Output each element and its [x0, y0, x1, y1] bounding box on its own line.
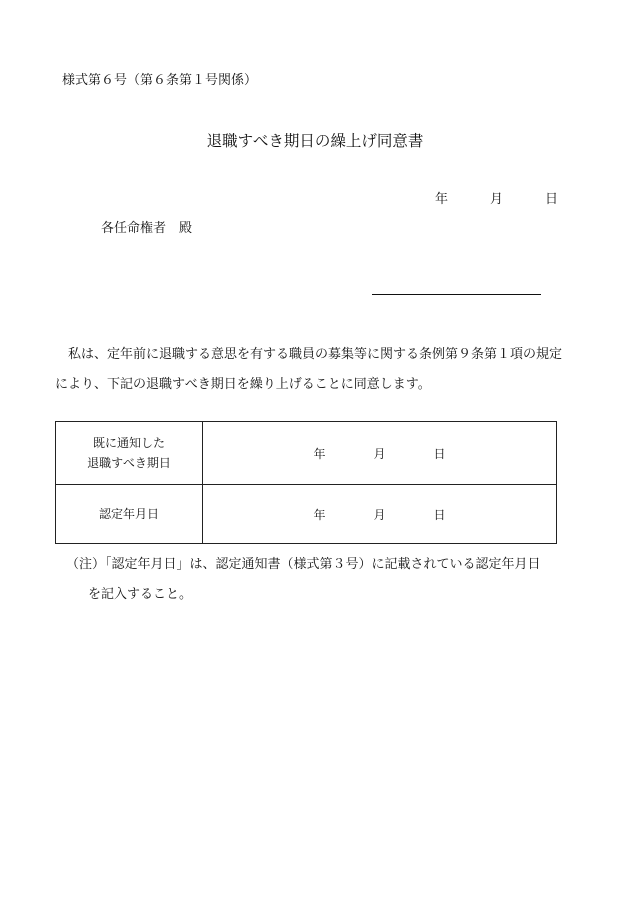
- footnote: [66, 550, 541, 610]
- cell-day-label: 日: [433, 446, 446, 461]
- cell-year-label: 年: [313, 507, 326, 522]
- submission-date: [435, 192, 558, 208]
- date-year-label: 年: [435, 192, 449, 207]
- cell-year-label: 年: [313, 446, 326, 461]
- table-label-notified-retirement-date: 既に通知した 退職すべき期日: [56, 422, 203, 485]
- date-month-label: 月: [490, 192, 504, 207]
- table-value-certification-date: [203, 485, 557, 544]
- consent-statement: 私は、定年前に退職する意思を有する職員の募集等に関する条例第９条第１項の規定により、下記の退職すべき期日を繰り上げることに同意します。: [55, 347, 563, 392]
- cell-month-label: 月: [373, 446, 386, 461]
- cell-month-label: 月: [373, 507, 386, 522]
- signature-line: [372, 294, 541, 295]
- date-info-table: [55, 421, 557, 544]
- document-title: 退職すべき期日の繰上げ同意書: [206, 132, 424, 150]
- form-number: 様式第６号（第６条第１号関係）: [62, 73, 258, 88]
- table-label-certification-date: 認定年月日: [56, 485, 203, 544]
- table-row: [56, 422, 557, 485]
- footnote-line-1: （注）「認定年月日」は、認定通知書（様式第３号）に記載されている認定年月日: [66, 557, 541, 572]
- table-row: [56, 485, 557, 544]
- date-day-label: 日: [545, 192, 559, 207]
- footnote-line-2: を記入すること。: [88, 587, 193, 602]
- table-value-notified-retirement-date: [203, 422, 557, 485]
- addressee: 各任命権者 殿: [101, 221, 193, 236]
- cell-day-label: 日: [433, 507, 446, 522]
